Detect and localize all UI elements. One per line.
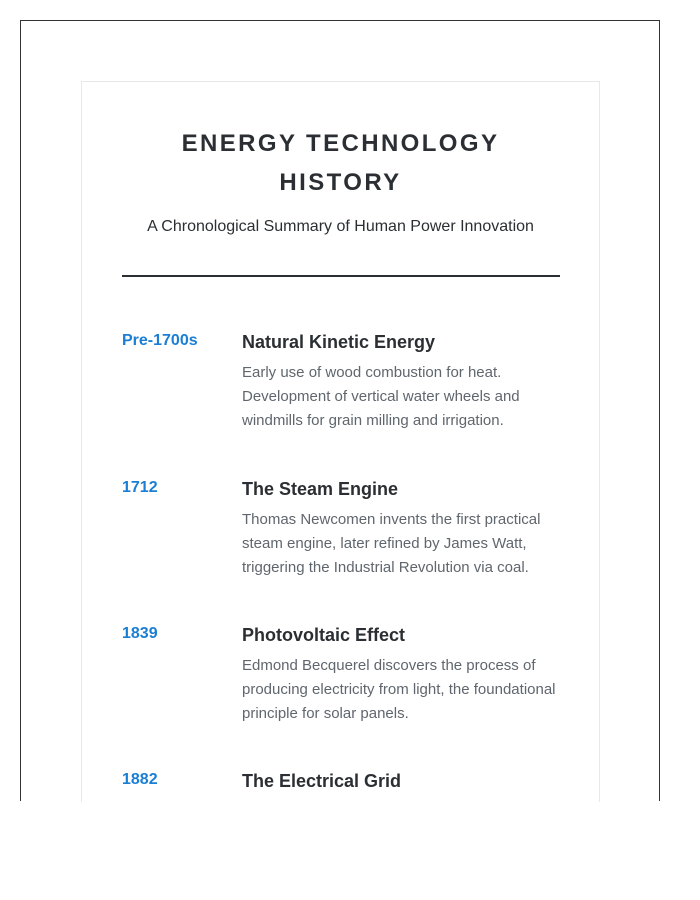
entry-date: 1882 xyxy=(122,771,158,788)
entry-description: Thomas Newcomen invents the first practical steam engine, later refined by James Watt, triggering the Industrial Revolution via coal. xyxy=(242,511,541,576)
entry-title: Photovoltaic Effect xyxy=(242,625,406,645)
entry-title: Natural Kinetic Energy xyxy=(242,332,436,352)
page-frame xyxy=(20,20,660,801)
entry-title: The Steam Engine xyxy=(242,479,399,499)
entry-description: Edmond Becquerel discovers the process of producing electricity from light, the foundational principle for solar panels. xyxy=(242,657,556,722)
entry-date: 1712 xyxy=(122,479,158,496)
entry-title: The Electrical Grid xyxy=(242,771,402,791)
entry-date: Pre-1700s xyxy=(122,332,198,349)
page-subtitle: A Chronological Summary of Human Power Innovation xyxy=(147,218,534,235)
entry-description: Early use of wood combustion for heat. Development of vertical water wheels and windmills for grain milling and irrigation. xyxy=(242,364,520,429)
header-divider xyxy=(122,275,560,277)
timeline-card xyxy=(81,81,600,802)
page-title: ENERGY TECHNOLOGY HISTORY xyxy=(181,130,500,196)
entry-date: 1839 xyxy=(122,625,158,642)
